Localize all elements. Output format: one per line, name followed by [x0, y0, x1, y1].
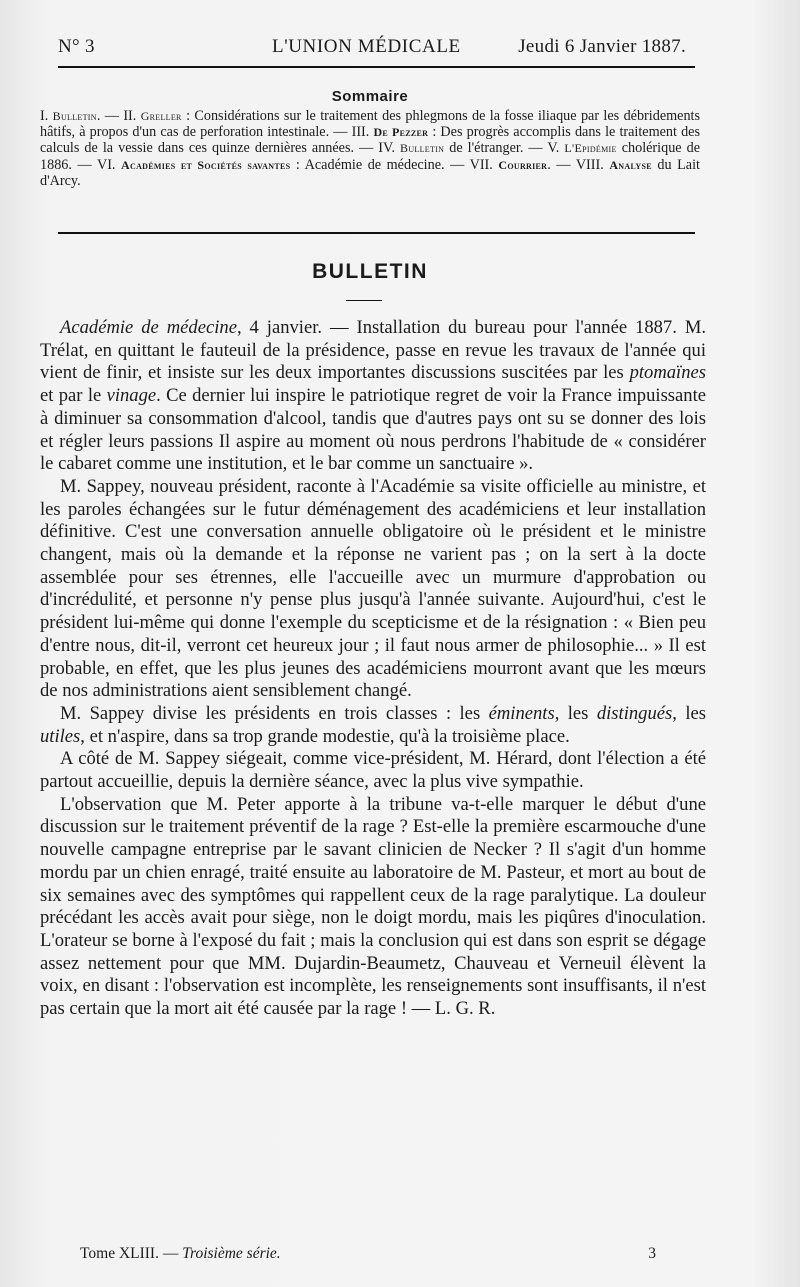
header-rule: [58, 66, 695, 68]
bulletin-body: [40, 317, 706, 1021]
bulletin-heading: BULLETIN: [312, 260, 428, 283]
sommaire-author-pezzer: De Pezzer: [373, 125, 429, 140]
sommaire-item-epidemie: L'Epidémie: [564, 141, 617, 156]
paragraph-4: A côté de M. Sappey siégeait, comme vice-président, M. Hérard, dont l'élection a été partout accueillie, depuis la dernière séance, avec la plus vive sympathie.: [40, 748, 706, 793]
page-footer: [80, 1245, 656, 1267]
paragraph-2: M. Sappey, nouveau président, raconte à l'Académie sa visite officielle au ministre, et les paroles échangées sur le futur déménagement des académiciens et leur installation définitive. C'est une conversation annuelle obligatoire où le président et le ministre changent, mais où la demande et la réponse ne varient pas ; on la sert à la docte assemblée pour ses étrennes, elle l'accueille avec un murmure d'approbation ou d'incrédulité, et personne n'y pense plus jusqu'à l'année suivante. Aujourd'hui, c'est le président lui-même qui donne l'exemple du scepticisme et de la résignation : « Bien peu d'entre nous, dit-il, verront cet heureux jour ; il faut nous armer de philosophie... » Il est probable, en effet, que les plus jeunes des académiciens mourront avant que les mœurs de nos administrations aient sensiblement changé.: [40, 475, 706, 702]
page-header: [58, 36, 686, 60]
paragraph-1: Académie de médecine, 4 janvier. — Installation du bureau pour l'année 1887. M. Trélat, en quittant le fauteuil de la présidence, passe en revue les travaux de l'année qui vient de finir, et insiste sur les deux importantes discussions suscitées par les ptomaïnes et par le vinage. Ce dernier lui inspire le patriotique regret de voir la France impuissante à diminuer sa consommation d'alcool, tandis que d'autres pays ont su se donner des lois et régler leurs passions Il aspire au moment où nous perdrons l'habitude de « considérer le cabaret comme une institution, et le bar comme un sanctuaire ».: [40, 317, 707, 475]
issue-number: N° 3: [58, 36, 95, 57]
sommaire-item-bulletin-etranger: Bulletin: [400, 141, 445, 156]
journal-title: L'UNION MÉDICALE: [272, 36, 461, 57]
sommaire-item-academies: Académies et Sociétés savantes: [121, 157, 291, 172]
paragraph-3: M. Sappey divise les présidents en trois classes : les éminents, les distingués, les utiles, et n'aspire, dans sa trop grande modestie, qu'à la troisième place.: [40, 702, 706, 747]
heading-underline: [346, 300, 382, 301]
volume-info: Tome XLIII. — Troisième série.: [80, 1245, 281, 1262]
issue-date: Jeudi 6 Janvier 1887.: [518, 36, 686, 57]
sommaire-item-courrier: Courrier: [498, 157, 548, 172]
sommaire-author-greller: Greller: [140, 109, 182, 123]
sommaire-item-analyse: Analyse: [609, 157, 652, 172]
section-rule: [58, 232, 695, 234]
sommaire-item-bulletin: Bulletin: [52, 109, 97, 123]
paragraph-5: L'observation que M. Peter apporte à la tribune va-t-elle marquer le début d'une discussion sur le traitement préventif de la rage ? Est-elle la première escarmouche d'une nouvelle campagne entreprise par le savant clinicien de Necker ? Il s'agit d'un homme mordu par un chien enragé, traité ensuite au laboratoire de M. Pasteur, et mort au bout de six semaines avec des symptômes qui rappellent ceux de la rage paralytique. La douleur précédant les accès avait pour siège, non le doigt mordu, mais les piqûres d'inoculation. L'orateur se borne à l'exposé du fait ; mais la conclusion qui est dans son esprit se dégage assez nettement pour que MM. Dujardin-Beaumetz, Chauveau et Verneuil élèvent la voix, en disant : l'observation est incomplète, les renseignements sont insuffisants, il n'est pas certain que la mort ait été causée par la rage ! — L. G. R.: [40, 793, 706, 1020]
sommaire-text: I. Bulletin. — II. Greller : Considérations sur le traitement des phlegmons de la fosse iliaque par les débridements hâtifs, à propos d'un cas de perforation intestinale. — III. De Pezzer : Des progrès accomplis dans le traitement des calculs de la vessie dans ces quinze dernières années. — IV. Bulletin de l'étranger. — V. L'Epidémie cholérique de 1886. — VI. Académies et Sociétés savantes : Académie de médecine. — VII. Courrier. — VIII. Analyse du Lait d'Arcy.: [40, 108, 701, 189]
page-number: 3: [648, 1245, 656, 1262]
sommaire-title: Sommaire: [331, 88, 409, 105]
